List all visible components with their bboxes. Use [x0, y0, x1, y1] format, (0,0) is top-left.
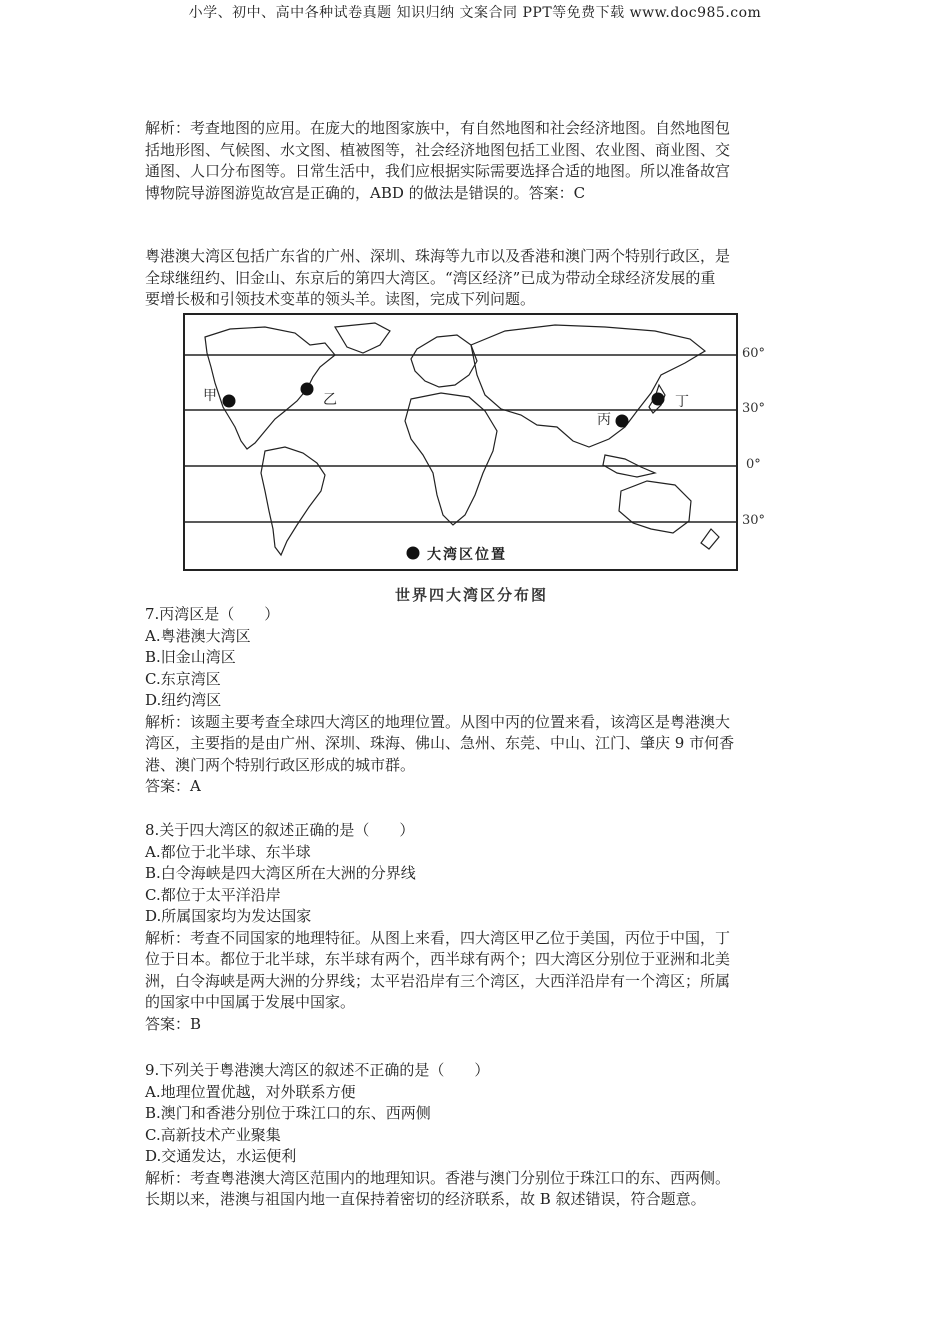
text-line: 括地形图、气候图、水文图、植被图等，社会经济地图包括工业图、农业图、商业图、交	[145, 140, 731, 159]
legend-marker	[407, 547, 420, 560]
option-a: A.地理位置优越，对外联系方便	[145, 1082, 356, 1101]
point-label-ding: 丁	[675, 394, 689, 410]
intro-paragraph	[145, 246, 810, 311]
text-line: 通图、人口分布图等。日常生活中，我们应根据实际需要选择合适的地图。所以准备故宫	[145, 162, 731, 180]
world-map	[183, 313, 738, 571]
prev-analysis	[145, 118, 810, 204]
text-line: 全球继纽约、旧金山、东京后的第四大湾区。“湾区经济”已成为带动全球经济发展的重	[145, 268, 716, 287]
asia-outline	[471, 325, 705, 447]
option-c: C.高新技术产业聚集	[145, 1125, 281, 1144]
north-america-outline	[205, 327, 335, 449]
option-b: B.旧金山湾区	[145, 648, 236, 666]
analysis-line: 长期以来，港澳与祖国内地一直保持着密切的经济联系，故 B 叙述错误，符合题意。	[145, 1190, 706, 1208]
point-label-jia: 甲	[203, 388, 217, 404]
lat-label-30n: 30°	[742, 401, 766, 416]
map-caption: 世界四大湾区分布图	[395, 586, 549, 604]
question-9	[145, 1060, 810, 1211]
map-legend-label: 大湾区位置	[427, 547, 507, 563]
lat-label-30s: 30°	[742, 513, 766, 528]
answer-line: 答案：B	[145, 1014, 202, 1033]
point-label-yi: 乙	[323, 392, 337, 408]
question-8	[145, 820, 810, 1035]
greenland-outline	[335, 323, 390, 353]
point-label-bing: 丙	[597, 412, 611, 428]
analysis-line: 解析：考查不同国家的地理特征。从图上来看，四大湾区甲乙位于美国，丙位于中国，丁	[145, 928, 731, 947]
question-stem: 8.关于四大湾区的叙述正确的是（ ）	[145, 821, 415, 839]
australia-outline	[619, 481, 691, 533]
new-zealand-outline	[701, 529, 719, 549]
question-7	[145, 604, 810, 798]
analysis-line: 位于日本。都位于北半球，东半球有两个，西半球有两个；四大湾区分别位于亚洲和北美	[145, 950, 731, 968]
bay-point-yi	[301, 383, 314, 396]
bay-point-jia	[223, 395, 236, 408]
bay-point-ding	[652, 393, 665, 406]
text-line: 解析：考查地图的应用。在庞大的地图家族中，有自然地图和社会经济地图。自然地图包	[145, 119, 731, 137]
question-stem: 7.丙湾区是（ ）	[145, 605, 280, 623]
analysis-line: 港、澳门两个特别行政区形成的城市群。	[145, 755, 416, 774]
option-d: D.纽约湾区	[145, 691, 222, 709]
analysis-line: 解析：考查粤港澳大湾区范围内的地理知识。香港与澳门分别位于珠江口的东、西两侧。	[145, 1168, 731, 1187]
analysis-line: 解析：该题主要考查全球四大湾区的地理位置。从图中丙的位置来看，该湾区是粤港澳大	[145, 712, 731, 731]
analysis-line: 洲，白令海峡是两大洲的分界线；太平岩沿岸有三个湾区，大西洋沿岸有一个湾区；所属	[145, 971, 731, 990]
option-d: D.交通发达，水运便利	[145, 1147, 297, 1165]
text-line: 博物院导游图游览故宫是正确的，ABD 的做法是错误的。答案：C	[145, 183, 586, 202]
option-a: A.都位于北半球、东半球	[145, 842, 311, 861]
option-b: B.白令海峡是四大湾区所在大洲的分界线	[145, 864, 416, 882]
option-b: B.澳门和香港分别位于珠江口的东、西两侧	[145, 1104, 431, 1122]
africa-outline	[405, 393, 497, 525]
south-america-outline	[261, 447, 325, 555]
answer-line: 答案：A	[145, 777, 201, 795]
option-c: C.东京湾区	[145, 669, 221, 688]
lat-label-60n: 60°	[742, 346, 766, 361]
analysis-line: 的国家中中国属于发展中国家。	[145, 993, 356, 1011]
europe-outline	[411, 335, 477, 387]
lat-label-0: 0°	[746, 457, 761, 472]
world-map-svg	[185, 315, 736, 569]
question-stem: 9.下列关于粤港澳大湾区的叙述不正确的是（ ）	[145, 1061, 490, 1079]
option-d: D.所属国家均为发达国家	[145, 907, 312, 925]
page-header: 小学、初中、高中各种试卷真题 知识归纳 文案合同 PPT等免费下载 www.doc985.com	[188, 5, 762, 21]
option-a: A.粤港澳大湾区	[145, 626, 251, 645]
text-line: 粤港澳大湾区包括广东省的广州、深圳、珠海等九市以及香港和澳门两个特别行政区，是	[145, 247, 731, 265]
bay-point-bing	[616, 415, 629, 428]
text-line: 要增长极和引领技术变革的领头羊。读图，完成下列问题。	[145, 290, 536, 308]
option-c: C.都位于太平洋沿岸	[145, 885, 281, 904]
analysis-line: 湾区，主要指的是由广州、深圳、珠海、佛山、急州、东莞、中山、江门、肇庆 9 市何香	[145, 734, 735, 752]
